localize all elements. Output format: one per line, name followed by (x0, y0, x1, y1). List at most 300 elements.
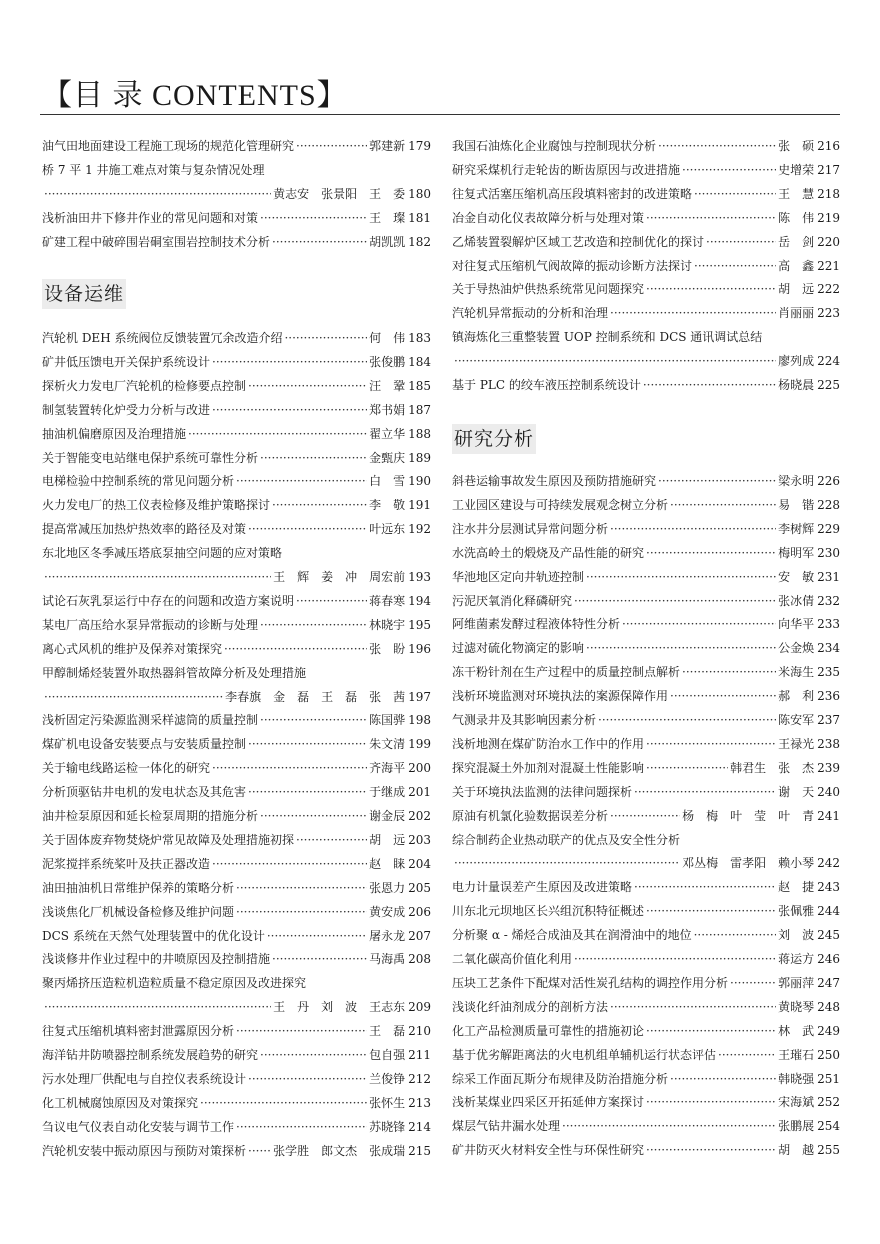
entry-author: 屠永龙 (369, 928, 406, 943)
entry-author: 公金焕 (778, 641, 815, 656)
toc-entry (452, 660, 840, 684)
entry-page: 251 (817, 1071, 840, 1086)
toc-entry (452, 349, 840, 373)
dot-leader (610, 517, 776, 541)
dot-leader (574, 947, 776, 971)
entry-title: 基于 PLC 的绞车液压控制系统设计 (452, 378, 641, 392)
entry-title: 抽油机偏磨原因及治理措施 (42, 426, 187, 441)
entry-page: 212 (408, 1071, 431, 1086)
entry-title: 电力计量误差产生原因及改进策略 (452, 880, 633, 895)
entry-title: 关于智能变电站继电保护系统可靠性分析 (42, 450, 259, 465)
entry-title: 浅谈化纤油剂成分的剖析方法 (452, 999, 609, 1014)
entry-page: 209 (408, 1000, 431, 1015)
entry-title: 汽轮机 DEH 系统阀位反馈装置冗余改造介绍 (42, 331, 283, 345)
entry-page: 197 (408, 689, 431, 704)
entry-author: 史增荣 (778, 162, 815, 177)
entry-title: 分析聚 α - 烯烃合成油及其在润滑油中的地位 (452, 928, 692, 943)
entry-page: 202 (408, 809, 431, 823)
dot-leader (236, 1115, 367, 1139)
entry-page: 235 (817, 665, 840, 680)
toc-entry (42, 446, 431, 470)
entry-title: 综采工作面瓦斯分布规律及防治措施分析 (452, 1071, 669, 1086)
dot-leader (200, 1091, 367, 1115)
entry-author: 郑书娟 (369, 402, 406, 417)
entry-author: 谢金辰 (369, 809, 406, 823)
entry-title: 汽轮机异常振动的分析和治理 (452, 306, 609, 321)
toc-entry (42, 971, 431, 995)
toc-entry (452, 206, 840, 230)
entry-author: 兰俊铮 (369, 1071, 406, 1086)
entry-title: 过滤对硫化物滴定的影响 (452, 641, 585, 656)
toc-entry (42, 852, 431, 876)
entry-title: 斜巷运输事故发生原因及预防措施研究 (452, 474, 657, 488)
entry-author: 杨晓晨 (778, 378, 815, 392)
toc-entry (42, 493, 431, 517)
toc-entry (452, 230, 840, 254)
dot-leader (646, 1019, 776, 1043)
entry-page: 217 (817, 162, 840, 177)
dot-leader (212, 852, 367, 876)
toc-entry (42, 469, 431, 493)
entry-title: 原油有机氯化验数据误差分析 (452, 808, 609, 823)
entry-page: 216 (817, 139, 840, 153)
toc-entry (452, 254, 840, 278)
toc-entry (452, 612, 840, 636)
entry-author: 陈 伟 (778, 210, 815, 225)
toc-entry (452, 732, 840, 756)
toc-entry (452, 1019, 840, 1043)
dot-leader (643, 373, 776, 397)
entry-title: 浅析环境监测对环境执法的案源保障作用 (452, 689, 669, 704)
entry-author: 齐海平 (369, 761, 406, 776)
entry-title: 海洋钻井防喷器控制系统发展趋势的研究 (42, 1048, 259, 1062)
entry-title: 乙烯装置裂解炉区域工艺改造和控制优化的探讨 (452, 234, 705, 249)
dot-leader (670, 684, 776, 708)
entry-author: 张鹏展 (778, 1119, 815, 1134)
toc-entry (42, 613, 431, 637)
toc-entry (452, 1067, 840, 1091)
entry-title: 工业园区建设与可持续发展观念树立分析 (452, 497, 669, 512)
entry-author: 王禄光 (778, 736, 815, 751)
entry-author: 翟立华 (369, 426, 406, 441)
entry-title: 水洗高岭土的煅烧及产品性能的研究 (452, 545, 645, 560)
entry-title: DCS 系统在天然气处理装置中的优化设计 (42, 928, 265, 943)
toc-entry (452, 158, 840, 182)
entry-title: 油田抽油机日常维护保养的策略分析 (42, 880, 235, 895)
entry-title: 华池地区定向井轨迹控制 (452, 569, 585, 584)
entry-page: 180 (408, 186, 431, 201)
toc-entry (452, 756, 840, 780)
entry-author: 陈安军 (778, 713, 815, 727)
toc-entry (452, 541, 840, 565)
contents-title: 【目 录 CONTENTS】 (42, 79, 348, 112)
toc-entry (42, 565, 431, 589)
entry-page: 219 (817, 210, 840, 225)
dot-leader (272, 947, 367, 971)
entry-author: 蒋春寒 (369, 593, 406, 608)
entry-page: 181 (408, 210, 431, 225)
entry-title: 电梯检验中控制系统的常见问题分析 (42, 474, 235, 489)
toc-entry (42, 422, 431, 446)
toc-entry (42, 1043, 431, 1067)
entry-title: 探析火力发电厂汽轮机的检修要点控制 (42, 378, 247, 393)
entry-author: 朱文清 (369, 737, 406, 752)
toc-entry (452, 1090, 840, 1114)
dot-leader (574, 589, 776, 613)
dot-leader (562, 1114, 776, 1138)
toc-entry (452, 589, 840, 613)
dot-leader (658, 134, 776, 158)
toc-entry (42, 134, 431, 158)
section-heading: 研究分析 (452, 424, 536, 454)
entry-author: 岳 剑 (778, 234, 815, 249)
dot-leader (646, 899, 776, 923)
entry-title: 研究采煤机行走轮齿的断齿原因与改进措施 (452, 162, 681, 177)
entry-page: 254 (817, 1119, 840, 1134)
entry-author: 谢 天 (778, 784, 815, 799)
entry-author: 白 雪 (369, 474, 406, 489)
dot-leader (610, 804, 680, 828)
dot-leader (610, 301, 776, 325)
dot-leader (272, 493, 367, 517)
entry-author: 张学胜 郎文杰 张成瑞 (273, 1143, 406, 1158)
dot-leader (634, 780, 776, 804)
entry-author: 叶远东 (369, 522, 406, 537)
entry-page: 204 (408, 856, 431, 871)
entry-author: 王 磊 (369, 1024, 406, 1039)
toc-entry (42, 517, 431, 541)
section-heading: 设备运维 (42, 279, 126, 309)
entry-page: 226 (817, 474, 840, 488)
entry-title: 关于固体废弃物焚烧炉常见故障及处理措施初探 (42, 832, 295, 847)
dot-leader (248, 374, 367, 398)
toc-entry (42, 756, 431, 780)
entry-author: 郭丽萍 (778, 975, 815, 990)
entry-author: 张俊鹏 (369, 354, 406, 369)
entry-page: 189 (408, 450, 431, 465)
entry-title: 探究混凝土外加剂对混凝土性能影响 (452, 760, 645, 775)
entry-page: 236 (817, 689, 840, 704)
dot-leader (188, 422, 367, 446)
entry-author: 黄志安 张景阳 王 委 (273, 186, 406, 201)
entry-page: 210 (408, 1024, 431, 1039)
entry-author: 梁永明 (778, 474, 815, 488)
toc-entry (452, 947, 840, 971)
toc-entry (452, 875, 840, 899)
dot-leader (248, 732, 367, 756)
toc-entry (42, 230, 431, 254)
toc-entry (42, 661, 431, 685)
toc-entry (452, 1043, 840, 1067)
dot-leader (646, 541, 776, 565)
entry-author: 苏晓锋 (369, 1119, 406, 1134)
entry-title: 浅析固定污染源监测采样滤筒的质量控制 (42, 713, 259, 728)
dot-leader (248, 780, 367, 804)
entry-title: 基于优劣解距离法的火电机组单辅机运行状态评估 (452, 1047, 717, 1062)
entry-author: 汪 鞏 (369, 378, 406, 393)
entry-author: 黄安成 (369, 904, 406, 919)
entry-author: 张佩雅 (778, 904, 815, 919)
entry-page: 229 (817, 521, 840, 536)
entry-title: 煤层气钻井漏水处理 (452, 1119, 561, 1134)
entry-page: 247 (817, 975, 840, 990)
entry-title: 污水处理厂供配电与自控仪表系统设计 (42, 1071, 247, 1086)
toc-entry (42, 947, 431, 971)
dot-leader (260, 613, 367, 637)
toc-entry (452, 517, 840, 541)
entry-title: 往复式压缩机填料密封泄露原因分析 (42, 1024, 235, 1039)
entry-title: 冻干粉针剂在生产过程中的质量控制点解析 (452, 665, 681, 680)
entry-title: 矿建工程中破碎围岩硐室围岩控制技术分析 (42, 234, 271, 249)
entry-page: 187 (408, 402, 431, 417)
entry-author: 李春旗 金 磊 王 磊 张 茜 (225, 689, 406, 704)
toc-entry (452, 804, 840, 828)
entry-author: 王璀石 (778, 1047, 815, 1062)
entry-page: 195 (408, 617, 431, 632)
toc-entry (452, 301, 840, 325)
entry-title: 综合制药企业热动联产的优点及安全性分析 (452, 832, 681, 847)
entry-title: 浅谈修井作业过程中的井喷原因及控制措施 (42, 952, 271, 967)
entry-author: 林晓宇 (369, 617, 406, 632)
toc-entry (42, 1139, 431, 1163)
toc-entry (42, 374, 431, 398)
dot-leader (212, 756, 367, 780)
toc-entry (42, 182, 431, 206)
entry-author: 邓丛梅 雷孝阳 赖小琴 (682, 856, 815, 871)
entry-page: 201 (408, 785, 431, 800)
entry-author: 梅明军 (778, 545, 815, 560)
toc-entry (452, 708, 840, 732)
entry-author: 高 鑫 (778, 258, 815, 273)
toc-entry (452, 899, 840, 923)
entry-page: 206 (408, 904, 431, 919)
dot-leader (260, 446, 367, 470)
dot-leader (296, 828, 367, 852)
entry-title: 桥 7 平 1 井施工难点对策与复杂情况处理 (42, 162, 265, 177)
entry-page: 203 (408, 832, 431, 847)
entry-page: 192 (408, 522, 431, 537)
entry-title: 污泥厌氧消化释磷研究 (452, 593, 573, 608)
entry-title: 川东北元坝地区长兴组沉积特征概述 (452, 904, 645, 919)
entry-author: 肖丽丽 (778, 306, 815, 321)
entry-page: 184 (408, 354, 431, 369)
entry-title: 浅谈焦化厂机械设备检修及维护问题 (42, 904, 235, 919)
toc-entry (42, 780, 431, 804)
entry-title: 关于输电线路运检一体化的研究 (42, 761, 211, 776)
entry-page: 218 (817, 186, 840, 201)
toc-entry (452, 277, 840, 301)
entry-page: 207 (408, 928, 431, 943)
entry-title: 二氧化碳高价值化利用 (452, 952, 573, 966)
toc-entry (452, 325, 840, 349)
toc-entry (42, 206, 431, 230)
entry-author: 易 锴 (778, 497, 815, 512)
entry-page: 182 (408, 234, 431, 249)
toc-entry (452, 1114, 840, 1138)
entry-page: 193 (408, 570, 431, 584)
entry-author: 赵 捷 (778, 880, 815, 895)
dot-leader (634, 875, 776, 899)
entry-title: 我国石油炼化企业腐蚀与控制现状分析 (452, 139, 657, 153)
dot-leader (706, 230, 776, 254)
entry-page: 242 (817, 856, 840, 871)
entry-author: 向华平 (778, 617, 815, 632)
entry-author: 马海禹 (369, 952, 406, 967)
entry-title: 阿维菌素发酵过程液体特性分析 (452, 617, 621, 632)
entry-author: 胡 越 (778, 1143, 815, 1158)
entry-page: 230 (817, 545, 840, 560)
entry-author: 赵 睐 (369, 856, 406, 871)
dot-leader (682, 660, 776, 684)
dot-leader (44, 995, 271, 1019)
entry-page: 245 (817, 928, 840, 943)
entry-author: 包自强 (369, 1048, 406, 1062)
entry-title: 关于导热油炉供热系统常见问题探究 (452, 282, 645, 297)
entry-author: 蒋运方 (778, 952, 815, 966)
dot-leader (212, 398, 367, 422)
entry-title: 化工机械腐蚀原因及对策探究 (42, 1095, 199, 1110)
entry-author: 黄晓琴 (778, 999, 815, 1014)
entry-author: 宋海斌 (778, 1095, 815, 1110)
toc-entry (452, 636, 840, 660)
entry-title: 刍议电气仪表自动化安装与调节工作 (42, 1119, 235, 1134)
entry-page: 241 (817, 808, 840, 823)
dot-leader (260, 804, 367, 828)
entry-author: 胡 远 (369, 832, 406, 847)
dot-leader (598, 708, 776, 732)
entry-title: 化工产品检测质量可靠性的措施初论 (452, 1023, 645, 1038)
toc-entry (452, 828, 840, 852)
toc-entry (452, 684, 840, 708)
entry-author: 王 慧 (778, 186, 815, 201)
dot-leader (694, 923, 776, 947)
entry-author: 郭建新 (369, 139, 406, 153)
dot-leader (260, 708, 367, 732)
entry-author: 安 敏 (778, 569, 815, 584)
entry-title: 浅析油田井下修井作业的常见问题和对策 (42, 210, 259, 225)
entry-page: 225 (817, 378, 840, 392)
dot-leader (212, 350, 367, 374)
toc-entry (42, 637, 431, 661)
entry-author: 韩君生 张 杰 (730, 760, 815, 775)
entry-page: 208 (408, 952, 431, 967)
entry-page: 228 (817, 497, 840, 512)
entry-page: 222 (817, 282, 840, 297)
entry-page: 185 (408, 378, 431, 393)
toc-entry (42, 900, 431, 924)
dot-leader (586, 565, 776, 589)
toc-entry (452, 182, 840, 206)
entry-page: 234 (817, 641, 840, 656)
dot-leader (694, 254, 776, 278)
dot-leader (248, 1067, 367, 1091)
toc-entry (452, 469, 840, 493)
entry-title: 往复式活塞压缩机高压段填料密封的改进策略 (452, 186, 693, 201)
toc-entry (42, 158, 431, 182)
dot-leader (260, 206, 367, 230)
entry-author: 陈国骅 (369, 713, 406, 728)
entry-page: 252 (817, 1095, 840, 1110)
dot-leader (296, 589, 367, 613)
dot-leader (682, 158, 776, 182)
entry-page: 246 (817, 952, 840, 966)
entry-title: 提高常减压加热炉热效率的路径及对策 (42, 522, 247, 537)
entry-author: 刘 波 (778, 928, 815, 943)
toc-entry (42, 732, 431, 756)
toc-entry (452, 134, 840, 158)
entry-page: 231 (817, 569, 840, 584)
entry-page: 250 (817, 1047, 840, 1062)
dot-leader (730, 971, 776, 995)
entry-author: 杨 梅 叶 莹 叶 青 (682, 808, 815, 823)
entry-title: 汽轮机安装中振动原因与预防对策探析 (42, 1143, 247, 1158)
entry-page: 221 (817, 258, 840, 273)
toc-entry (42, 1091, 431, 1115)
dot-leader (586, 636, 776, 660)
entry-title: 压块工艺条件下配煤对活性炭孔结构的调控作用分析 (452, 975, 729, 990)
dot-leader (454, 349, 776, 373)
contents-header (40, 66, 840, 120)
dot-leader (260, 1043, 367, 1067)
toc-entry (42, 350, 431, 374)
toc-entry (42, 326, 431, 350)
entry-page: 224 (817, 354, 840, 369)
toc-entry (452, 1138, 840, 1162)
entry-author: 胡 远 (778, 282, 815, 297)
dot-leader (44, 685, 223, 709)
entry-page: 211 (408, 1048, 431, 1062)
toc-entry (42, 1067, 431, 1091)
entry-author: 王 辉 姜 冲 周宏前 (273, 570, 406, 584)
entry-author: 张 硕 (778, 139, 815, 153)
toc-entry (42, 995, 431, 1019)
toc-entry (452, 995, 840, 1019)
entry-page: 238 (817, 736, 840, 751)
entry-author: 王 丹 刘 波 王志东 (273, 1000, 406, 1015)
entry-title: 泥浆搅拌系统桨叶及扶正器改造 (42, 856, 211, 871)
dot-leader (248, 1139, 271, 1163)
toc-entry (42, 1115, 431, 1139)
entry-page: 243 (817, 880, 840, 895)
entry-title: 火力发电厂的热工仪表检修及维护策略探讨 (42, 498, 271, 513)
entry-title: 矿井低压馈电开关保护系统设计 (42, 354, 211, 369)
entry-title: 浅析某煤业四采区开拓延伸方案探讨 (452, 1095, 645, 1110)
dot-leader (658, 469, 776, 493)
entry-page: 214 (408, 1119, 431, 1134)
entry-title: 镇海炼化三重整装置 UOP 控制系统和 DCS 通讯调试总结 (452, 330, 763, 345)
entry-title: 冶金自动化仪表故障分析与处理对策 (452, 210, 645, 225)
entry-title: 浅析地测在煤矿防治水工作中的作用 (452, 736, 645, 751)
entry-author: 张冰倩 (778, 593, 815, 608)
entry-page: 249 (817, 1023, 840, 1038)
toc-entry (42, 828, 431, 852)
entry-author: 韩晓强 (778, 1071, 815, 1086)
dot-leader (296, 134, 367, 158)
dot-leader (267, 924, 367, 948)
dot-leader (236, 1019, 367, 1043)
entry-page: 232 (817, 593, 840, 608)
toc-entry (42, 924, 431, 948)
entry-author: 林 武 (778, 1023, 815, 1038)
entry-author: 胡凯凯 (369, 234, 406, 249)
entry-author: 何 伟 (369, 331, 406, 345)
entry-title: 离心式风机的维护及保养对策探究 (42, 641, 223, 656)
dot-leader (646, 732, 776, 756)
entry-title: 煤矿机电设备安装要点与安装质量控制 (42, 737, 247, 752)
dot-leader (236, 876, 367, 900)
entry-page: 205 (408, 880, 431, 895)
entry-page: 198 (408, 713, 431, 728)
